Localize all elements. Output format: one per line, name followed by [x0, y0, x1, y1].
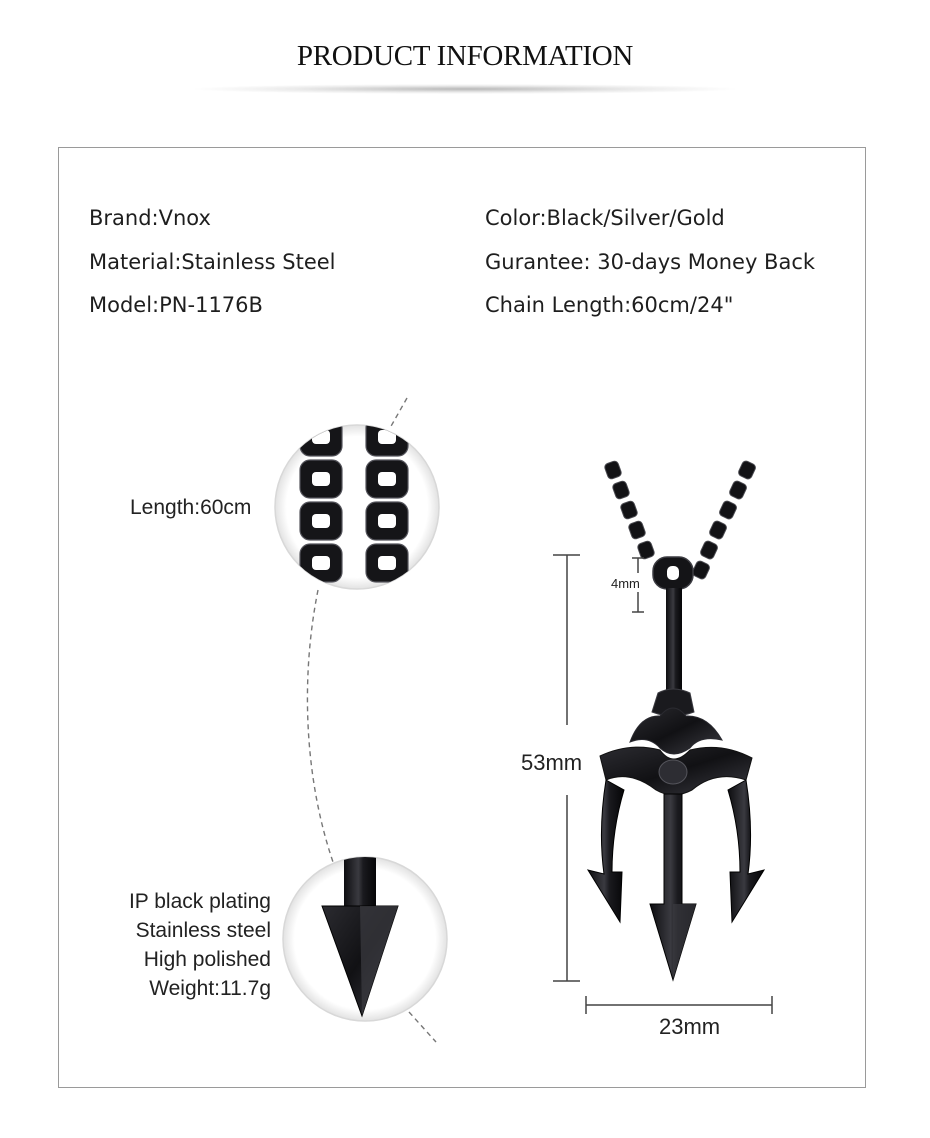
chain-closeup-icon	[275, 418, 439, 589]
spec-material: Material:Stainless Steel	[89, 250, 336, 274]
tip-callout-line: IP black plating	[128, 890, 271, 913]
spec-brand: Brand:Vnox	[89, 206, 211, 230]
chain-length-callout: Length:60cm	[130, 496, 252, 519]
spec-model: Model:PN-1176B	[89, 293, 263, 317]
tip-callout	[129, 887, 271, 1003]
spec-color: Color:Black/Silver/Gold	[485, 206, 725, 230]
dimension-width-label: 23mm	[659, 1014, 721, 1039]
dimension-height-label: 53mm	[521, 750, 583, 775]
spec-guarantee: Gurantee: 30-days Money Back	[485, 250, 816, 274]
tip-callout-line: Stainless steel	[135, 919, 271, 942]
dimension-bail-label: 4mm	[611, 576, 640, 591]
page-title: PRODUCT INFORMATION	[296, 40, 634, 72]
trident-pendant-icon	[588, 557, 764, 980]
spec-chain-length: Chain Length:60cm/24"	[485, 293, 734, 317]
tip-callout-line: Weight:11.7g	[149, 977, 271, 1000]
tip-closeup-icon	[283, 856, 447, 1021]
tip-callout-line: High polished	[143, 948, 271, 971]
